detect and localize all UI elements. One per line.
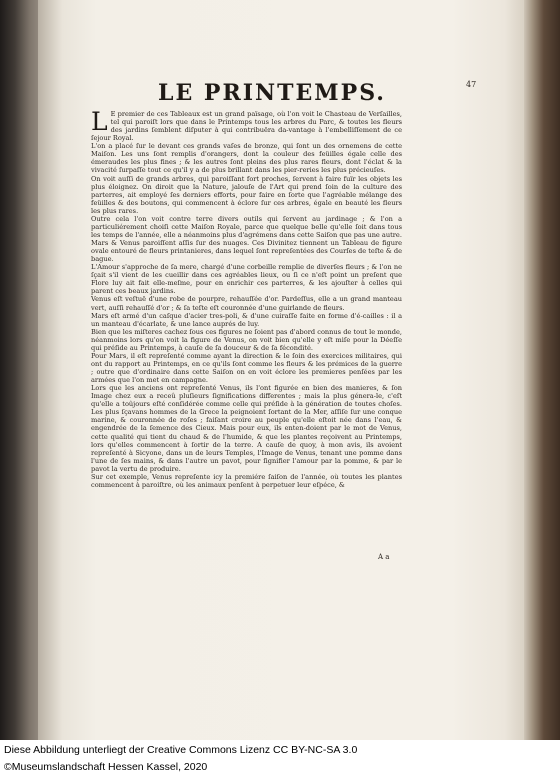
paragraph: L'Amour s'approche de ſa mere, chargé d'une corbeille remplie de diverſes fleurs ; & l'on ne ſçait s'il vient de les cueillir dans ces agréables lieux, ou ſi ce n'eſt point un preſent que Flore luy ait fait elle-meſme, pour en enrichir ces parterres, & les ajouſter à celles qui parent ces beaux jardins. (91, 263, 402, 296)
paragraph: On voit auſſi de grands arbres, qui paroiſſant fort proches, ſervent à faire fuïr les objets les plus éloignez. On diroit que la Nature, jalouſe de l'Art qui prend ſoin de la culture des parterres, ait employé ſes derniers efforts, pour faire en ſorte que l'agréable mélange des feüilles & des boutons, qui commencent à éclore ſur ces arbres, égale en beauté les fleurs les plus rares. (91, 174, 402, 215)
paragraph (91, 107, 402, 143)
image-credits (4, 742, 556, 776)
paragraph: Pour Mars, il eſt repreſenté comme ayant la direction & le ſoin des exercices militaires, qui ont du rapport au Printemps, en ce qu'ils ſont comme les fleurs & les prémices de la guerre ; outre que d'ordinaire dans cette Saiſon on en voit éclore les premieres penſées par les armées que l'on met en campagne. (91, 351, 402, 385)
paragraph: Outre cela l'on voit contre terre divers outils qui ſervent au jardinage ; & l'on a particuliérement choiſi cette Maiſon Royale, parce que quelque belle qu'elle ſoit dans tous les temps de l'année, elle a néanmoins plus d'agrémens dans cette Saiſon que pas une autre. (91, 214, 402, 239)
license-line: Diese Abbildung unterliegt der Creative Commons Lizenz CC BY-NC-SA 3.0 (4, 744, 358, 756)
page-title: LE PRINTEMPS. (158, 80, 386, 106)
book-left-edge (0, 0, 42, 740)
paragraph: Lors que les anciens ont repreſenté Venus, ils l'ont figurée en bien des manieres, & ſon Image chez eux a receû pluſieurs ſignifications differentes ; mais la plus génera-le, c'eſt qu'elle a toûjours eſté conſidérée comme celle qui préſide à la génération de toutes choſes. Les plus ſçavans hommes de la Grece la peignoient ſortant de la Mer, aſſiſe ſur une conque marine, & couronnée de roſes ; faiſant croire au peuple qu'elle eſtoit née dans l'eau, & engendrée de la ſemence des Cieux. Mais pour eux, ils enten-doient par le mot de Venus, cette qualité qui tient du chaud & de l'humide, & que les plantes reçoivent au Printemps, lors qu'elles commencent à ſortir de la terre. A cauſe de quoy, à mon avis, ils avoient repreſenté à Sicyone, dans un de leurs Temples, l'Image de Venus, tenant une pomme dans l'une de ſes mains, & dans l'autre un pavot, pour ſignifier l'amour par la pomme, & par le pavot la vertu de produire. (91, 384, 402, 473)
page-number: 47 (466, 80, 477, 89)
body-text (91, 107, 402, 489)
paragraph: L'on a placé ſur le devant ces grands vaſes de bronze, qui ſont un des ornemens de cette Maiſon. Les uns ſont remplis d'orangers, dont la couleur des feüilles égale celle des émeraudes les plus fines ; & les autres ſont pleins des plus rares fleurs, dont l'éclat & la vivacité ſurpaſſe tout ce qu'il y a de plus brillant dans les pier-reries les plus précieuſes. (91, 142, 402, 175)
drop-cap: L (91, 107, 108, 136)
copyright-line: ©Museumslandschaft Hessen Kassel, 2020 (4, 761, 208, 773)
paragraph: Mars & Venus paroiſſent aſſis ſur des nuages. Ces Divinitez tiennent un Tableau de figure ovale entouré de fleurs printanieres, dans lequel ſont repreſentées des Courſes de teſte & de bague. (91, 239, 402, 264)
book-spine (524, 0, 560, 740)
paragraph: Mars eſt armé d'un caſque d'acier tres-poli, & d'une cuiraſſe faite en forme d'é-cailles : il a un manteau d'écarlate, & une lance auprés de luy. (91, 311, 402, 328)
paragraph: Bien que les miſteres cachez ſous ces figures ne ſoient pas d'abord connus de tout le monde, néanmoins lors qu'on voit la figure de Venus, on voit bien qu'elle y eſt miſe pour la Déeſſe qui préſide au Printemps, à cauſe de ſa douceur & de ſa fécondité. (91, 327, 402, 352)
paragraph-text: E premier de ces Tableaux est un grand païsage, où l'on voit le Chasteau de Verſailles, tel qui paroiſt lors que dans le Printemps tous les arbres du Parc, & toutes les fleurs des jardins ſemblent diſputer à qui contribuëra da-vantage à l'embelliſſement de ce ſejour Royal. (91, 110, 402, 143)
paragraph: Venus eſt veſtuë d'une robe de pourpre, rehauſſée d'or. Pardeſſus, elle a un grand manteau vert, auſſi rehauſſé d'or ; & ſa teſte eſt couronnée d'une guirlande de fleurs. (91, 295, 402, 312)
signature-mark: A a (378, 553, 390, 561)
paragraph: Sur cet exemple, Venus repreſente icy la premiére ſaiſon de l'année, où toutes les plantes commencent à paroiſtre, où les animaux penſent à perpetuer leur eſpéce, & (91, 472, 402, 489)
